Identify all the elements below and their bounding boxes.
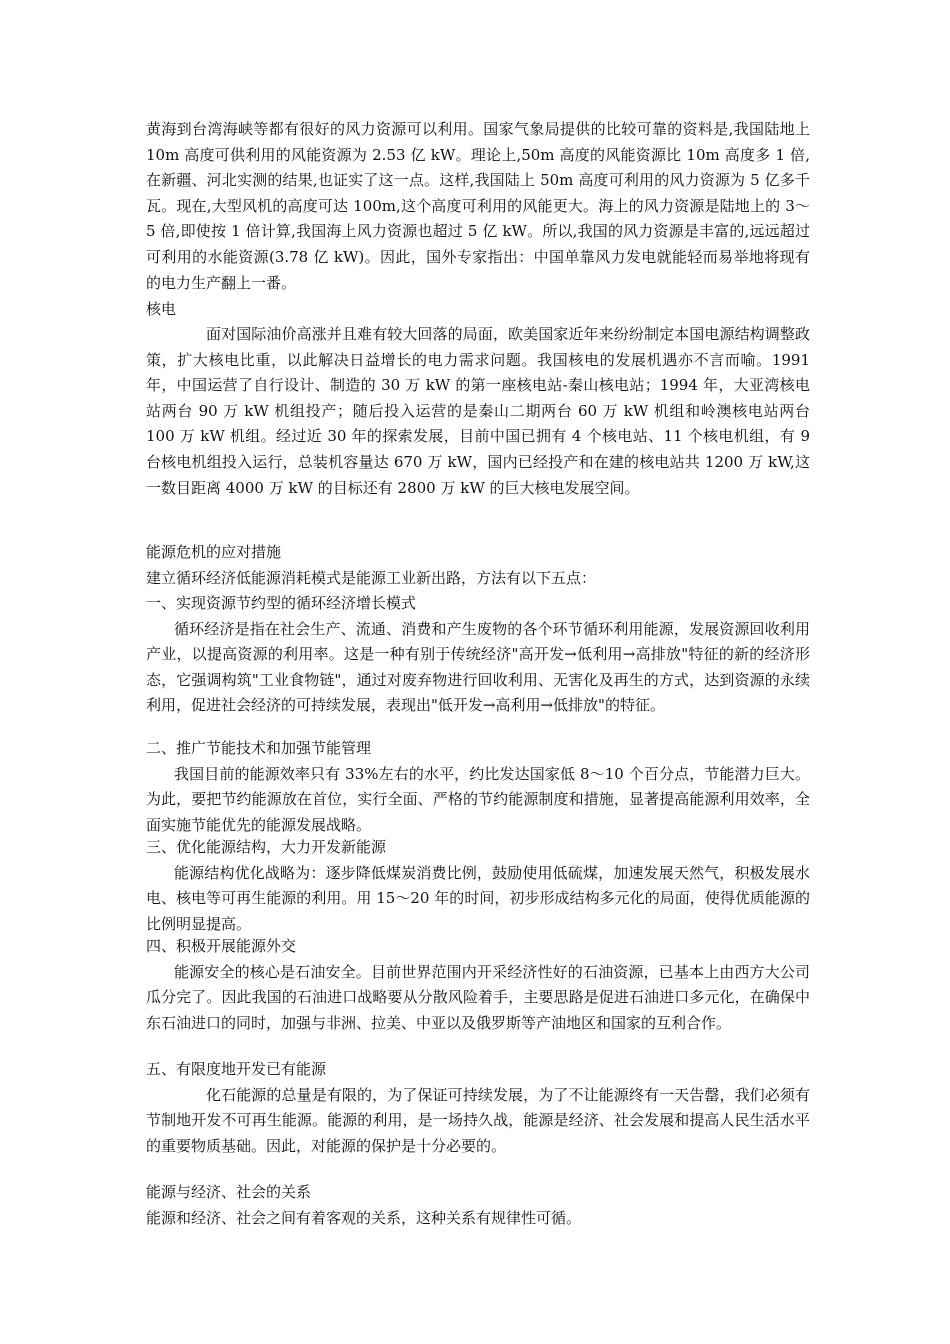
measure-text: 化石能源的总量是有限的，为了保证可持续发展，为了不让能源终有一天告罄，我们必须有节制地开发不可再生能源。能源的利用，是一场持久战，能源是经济、社会发展和提高人民生活水平的重要物质基础。因此，对能源的保护是十分必要的。 <box>146 1085 810 1155</box>
measure-text: 我国目前的能源效率只有 33%左右的水平，约比发达国家低 8～10 个百分点，节能潜力巨大。为此，要把节约能源放在首位，实行全面、严格的节约能源制度和措施，显著提高能源利用效率，全面实施节能优先的能源发展战略。 <box>146 764 810 834</box>
measure-text: 能源结构优化战略为：逐步降低煤炭消费比例，鼓励使用低硫煤，加速发展天然气，积极发展水电、核电等可再生能源的利用。用 15～20 年的时间，初步形成结构多元化的局面，使得优质能源的比例明显提高。 <box>146 863 810 933</box>
crisis-section-intro: 建立循环经济低能源消耗模式是能源工业新出路，方法有以下五点： <box>146 568 597 587</box>
measure-text: 能源安全的核心是石油安全。目前世界范围内开采经济性好的石油资源，已基本上由西方大公司瓜分完了。因此我国的石油进口战略要从分散风险着手，主要思路是促进石油进口多元化，在确保中东石油进口的同时，加强与非洲、拉美、中亚以及俄罗斯等产油地区和国家的互利合作。 <box>146 962 810 1032</box>
wind-resource-paragraph: 黄海到台湾海峡等都有很好的风力资源可以利用。国家气象局提供的比较可靠的资料是,我国陆地上 10m 高度可供利用的风能资源为 2.53 亿 kW。理论上,50m 高度的风能资源比 10m 高度多 1 倍,在新疆、河北实测的结果,也证实了这一点。这样,我国陆上 50m 高度可利用的风力资源为 5 亿多千瓦。现在,大型风机的高度可达 100m,这个高度可利用的风能更大。海上的风力资源是陆地上的 3～5 倍,即使按 1 倍计算,我国海上风力资源也超过 5 亿 kW。所以,我国的风力资源是丰富的,远远超过可利用的水能资源(3.78 亿 kW)。因此，国外专家指出：中国单靠风力发电就能轻而易举地将现有的电力生产翻上一番。 <box>146 120 810 292</box>
measure-text: 循环经济是指在社会生产、流通、消费和产生废物的各个环节循环利用能源，发展资源回收利用产业，以提高资源的利用率。这是一种有别于传统经济"高开发→低利用→高排放"特征的新的经济形态，它强调构筑"工业食物链"，通过对废弃物进行回收利用、无害化及再生的方式，达到资源的永续利用，促进社会经济的可持续发展，表现出"低开发→高利用→低排放"的特征。 <box>146 619 810 715</box>
economy-section-title: 能源与经济、社会的关系 <box>146 1183 312 1201</box>
measure-heading: 四、积极开展能源外交 <box>146 937 297 955</box>
measure-3 <box>146 835 810 937</box>
nuclear-paragraph: 面对国际油价高涨并且难有较大回落的局面，欧美国家近年来纷纷制定本国电源结构调整政策，扩大核电比重，以此解决日益增长的电力需求问题。我国核电的发展机遇亦不言而喻。1991 年，中国运营了自行设计、制造的 30 万 kW 的第一座核电站-秦山核电站；1994 年，大亚湾核电站两台 90 万 kW 机组投产；随后投入运营的是秦山二期两台 60 万 kW 机组和岭澳核电站两台 100 万 kW 机组。经过近 30 年的探索发展，目前中国已拥有 4 个核电站、11 个核电机组，有 9 台核电机组投入运行，总装机容量达 670 万 kW，国内已经投产和在建的核电站共 1200 万 kW,这一数目距离 4000 万 kW 的目标还有 2800 万 kW 的巨大核电发展空间。 <box>146 325 810 497</box>
wind-resource-section <box>146 117 810 296</box>
measure-1 <box>146 591 810 719</box>
nuclear-heading-block <box>146 297 810 323</box>
measure-heading: 五、有限度地开发已有能源 <box>146 1060 327 1078</box>
measure-4 <box>146 934 810 1036</box>
crisis-section-header <box>146 540 810 591</box>
nuclear-heading: 核电 <box>146 300 177 318</box>
measure-heading: 二、推广节能技术和加强节能管理 <box>146 739 372 757</box>
measure-heading: 三、优化能源结构，大力开发新能源 <box>146 838 387 856</box>
measure-heading: 一、实现资源节约型的循环经济增长模式 <box>146 594 417 612</box>
measure-5 <box>146 1057 810 1159</box>
crisis-section-title: 能源危机的应对措施 <box>146 543 282 561</box>
nuclear-section <box>146 322 810 501</box>
measure-2 <box>146 736 810 838</box>
economy-section <box>146 1180 810 1231</box>
economy-section-text: 能源和经济、社会之间有着客观的关系，这种关系有规律性可循。 <box>146 1208 582 1227</box>
